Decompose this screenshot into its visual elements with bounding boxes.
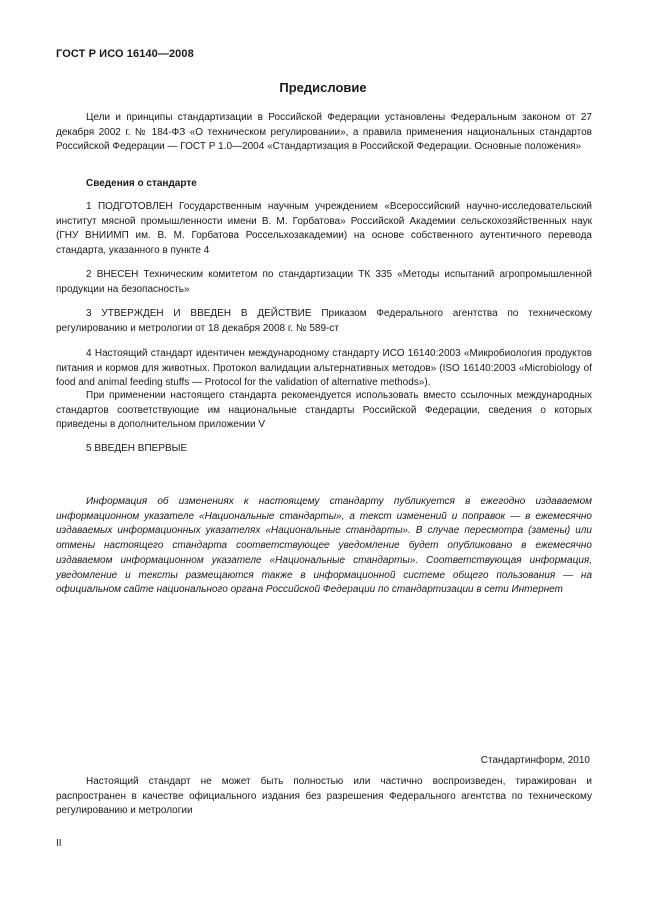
item-application-note: При применении настоящего стандарта рекомендуется использовать вместо ссылочных международных стандартов соответствующие им национальные стандарты Российской Федерации, сведения о которых приведены в дополнительном приложении V [56,390,592,431]
item-approved: 3 УТВЕРЖДЕН И ВВЕДЕН В ДЕЙСТВИЕ Приказом Федерального агентства по техническому регулированию и метрологии от 18 декабря 2008 г. № 589-ст [56,308,592,334]
item-submitted: 2 ВНЕСЕН Техническим комитетом по стандартизации ТК 335 «Методы испытаний агропромышленной продукции на безопасность» [56,269,592,295]
changes-notice: Информация об изменениях к настоящему стандарту публикуется в ежегодно издаваемом информационном указателе «Национальные стандарты», а текст изменений и поправок — в ежемесячно издаваемых информационных указателях «Национальные стандарты». В случае пересмотра (замены) или отмены настоящего стандарта соответствующее уведомление будет опубликовано в ежемесячно издаваемом информационном указателе «Национальные стандарты». Соответствующая информация, уведомление и тексты размещаются также в информационной системе общего пользования — на официальном сайте национального органа Российской Федерации по стандартизации в сети Интернет [56,496,592,596]
publisher-line: Стандартинформ, 2010 [480,755,590,766]
item-identical: 4 Настоящий стандарт идентичен международному стандарту ИСО 16140:2003 «Микробиология продуктов питания и кормов для животных. Протокол валидации альтернативных методов» (ISO 16140:2003 «Microbiology of food and animal feeding stuffs — Protocol for the validation of alternative methods»). [56,348,592,389]
copyright-notice: Настоящий стандарт не может быть полностью или частично воспроизведен, тиражирован и распространен в качестве официального издания без разрешения Федерального агентства по техническому регулированию и метрологии [56,776,592,817]
document-code: ГОСТ Р ИСО 16140—2008 [56,48,194,60]
item-introduced: 5 ВВЕДЕН ВПЕРВЫЕ [86,443,188,454]
item-prepared: 1 ПОДГОТОВЛЕН Государственным научным учреждением «Всероссийский научно-исследовательский институт мясной промышленности имени В. М. Горбатова» Российской Академии сельскохозяйственных наук (ГНУ ВНИИМП им. В. М. Горбатова Россельхозакадемии) на основе собственного аутентичного перевода стандарта, указанного в пункте 4 [56,201,592,257]
page-title: Предисловие [279,80,367,95]
section-subheading: Сведения о стандарте [86,178,197,189]
intro-paragraph: Цели и принципы стандартизации в Российской Федерации установлены Федеральным законом от 27 декабря 2002 г. № 184-ФЗ «О техническом регулировании», а правила применения национальных стандартов Российской Федерации — ГОСТ Р 1.0—2004 «Стандартизация в Российской Федерации. Основные положения» [56,112,592,153]
page-number: II [56,838,62,849]
